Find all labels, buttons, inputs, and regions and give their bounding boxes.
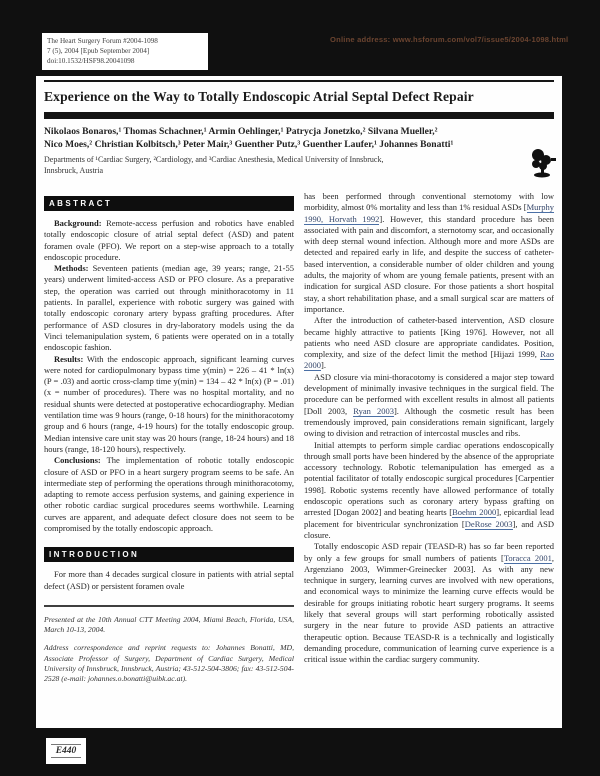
- paragraph-text: ].: [321, 360, 326, 371]
- paper-page: [36, 76, 562, 728]
- page-number-badge: [46, 738, 86, 764]
- citation-link[interactable]: Murphy 1990, Horvath 1992: [304, 202, 554, 224]
- paragraph-text: ], epicardial lead placement for biventricular synchronization [: [304, 507, 555, 529]
- citation-link[interactable]: Rao 2000: [304, 349, 554, 371]
- footnote-presented: Presented at the 10th Annual CTT Meeting 2004, Miami Beach, Florida, USA, March 10-13, 2004.: [44, 614, 294, 635]
- paragraph: [304, 440, 554, 542]
- paragraph-text: has been performed through conventional sternotomy with low morbidity, almost 0% mortality and less than 1% residual ASDs [: [304, 191, 554, 213]
- abstract-body: [44, 218, 294, 534]
- paragraph-text: After the introduction of catheter-based intervention, ASD closure became highly attractive to patients [King 1976]. However, not all patients who need ASD closure are appropriate candidates. Position, complexity, and size of the defect limit the method [Hijazi 1999,: [304, 315, 554, 360]
- authors-line: Nikolaos Bonaros,¹ Thomas Schachner,¹ Armin Oehlinger,¹ Patrycja Jonetzko,² Silvana Mueller,²: [44, 126, 438, 137]
- affiliation-block: [44, 155, 554, 176]
- online-address-link[interactable]: Online address: www.hsforum.com/vol7/issue5/2004-1098.html: [330, 35, 569, 44]
- citation-link[interactable]: Boehm 2000: [452, 507, 497, 518]
- introduction-paragraph: For more than 4 decades surgical closure in patients with atrial septal defect (ASD) or persistent foramen ovale: [44, 569, 294, 591]
- paragraph-lead-label: Results:: [54, 353, 84, 364]
- paragraph-lead-label: Background:: [54, 218, 102, 228]
- right-column: [304, 191, 554, 692]
- paragraph: [304, 315, 554, 371]
- affiliation-line: Departments of ¹Cardiac Surgery, ²Cardiology, and ³Cardiac Anesthesia, Medical University of Innsbruck,: [44, 155, 384, 164]
- paragraph-text: ASD closure via mini-thoracotomy is considered a major step toward development of minimally invasive techniques in the surgical field. The procedure can be performed with excellent results in almost all patients [Doll 2003,: [304, 371, 554, 416]
- paragraph: Results: With the endoscopic approach, significant learning curves were noted for cardiopulmonary bypass time y(min) = 226 – 41 * ln(x) (P = .03) and aortic cross-clamp time y(min) = 134 – 42 * ln(x) (P = .01) (x = number of procedures). There was no hospital mortality, and no residual shunts were detected at postoperative echocardiography. Median ventilation time was 9 hours (range, 0-18 hours) for the minithoracotomy group and 6 hours (range, 4-19 hours) for the totally endoscopic group. Median intensive care unit stay was 20 hours (range, 18-24 hours) and 18 hours (range, 18-120 hours), respectively.: [44, 353, 294, 454]
- journal-info-line: The Heart Surgery Forum #2004-1098: [47, 37, 158, 45]
- paragraph: [304, 372, 554, 440]
- paragraph-text: Initial attempts to perform simple cardiac operations endoscopically through small ports have been hindered by the absence of the appropriate accessory technology. Robotic telemanipulation has emerged as a potential facilitator of totally endoscopic surgical procedures [Carpentier 1998]. Robotic systems recently have allowed performance of totally endoscopic operations such as coronary artery bypass grafting on arrested [Dogan 2002] and beating hearts [: [304, 439, 554, 518]
- paragraph-text: ]. However, this standard procedure has been associated with pain and discomfort, a sternotomy scar, and occasionally with deep sternal wound infection. Although more and more ASDs are detected and repaired early in life, and despite the success of catheter-based intervention, a considerable number of older children and young adults, the majority of whom are young female patients, present with an indication for surgical ASD closure. For those patients a short hospital stay, a short rehabilitation phase, and a small surgical scar are matters of importance.: [304, 213, 554, 314]
- paragraph: Conclusions: The implementation of robotic totally endoscopic closure of ASD or PFO in a heart surgery program seems to be safe. An intermediate step of performing the operations through minithoracotomy, adapting to remote access perfusion systems, and gaining experience in other robotic cardiac surgical procedures seems worthwhile. Learning curves are apparent, and adequate defect closure does not seem to be compromised by the totally endoscopic approach.: [44, 455, 294, 534]
- journal-info-box: [42, 33, 208, 70]
- page-number: E440: [51, 744, 82, 758]
- journal-info-line: doi:10.1532/HSF98.20041098: [47, 57, 135, 65]
- paragraph: [304, 191, 554, 315]
- citation-link[interactable]: Toracca 2001: [503, 552, 552, 563]
- paragraph-lead-label: Methods:: [54, 263, 89, 274]
- paragraph-text: , Argenziano 2003, Wimmer-Greinecker 2003]. As with any new technique in surgery, learning curves are involved with new operations, and economical ways to minimize the learning curve effects would be desirable for groups initiating robotic heart surgery programs. It seems likely that several groups will start performing robotically assisted surgery in the near future to provide ASD patients an attractive therapeutic option. Because TEASD-R is a technically and logistically demanding procedure, communication of learning curve experience is a critical issue within the cardiac surgery community.: [304, 552, 554, 665]
- introduction-heading-bar: INTRODUCTION: [44, 547, 294, 562]
- journal-info-line: 7 (5), 2004 [Epub September 2004]: [47, 47, 150, 55]
- footnote-correspondence: Address correspondence and reprint requests to: Johannes Bonatti, MD, Associate Professor of Surgery, Department of Cardiac Surgery, Medical University of Innsbruck, Innsbruck, Austria; 43-512-504-3806; fax: 43-512-504-2528 (e-mail: johannes.o.bonatti@uibk.ac.at).: [44, 643, 294, 683]
- two-column-body: [44, 191, 554, 692]
- citation-link[interactable]: DeRose 2003: [464, 518, 513, 529]
- paragraph-text: Totally endoscopic ASD repair (TEASD-R) has so far been reported by only a few groups for small numbers of patients [: [304, 541, 554, 563]
- affiliation-line: Innsbruck, Austria: [44, 165, 104, 175]
- abstract-heading-bar: ABSTRACT: [44, 196, 294, 211]
- authors-block: [44, 125, 554, 151]
- page-title: Experience on the Way to Totally Endoscopic Atrial Septal Defect Repair: [44, 89, 474, 104]
- paragraph-text: ]. Although the cosmetic result has been tremendously improved, pain considerations remain significant, largely owing to division and retraction of intercostal muscles and ribs.: [304, 405, 554, 439]
- paragraph: [304, 541, 554, 665]
- paragraph: Methods: Seventeen patients (median age, 39 years; range, 21-55 years) underwent limited-access ASD or PFO closure. As a preparative step, the operation was carried out through minithoracotomy in 11 patients. In parallel, experience with robotic surgery was gained with totally endoscopic coronary artery bypass grafting procedures. After performance of ASD closures in dry-laboratory models using the da Vinci telemanipulation system, 6 patients were operated on in a totally endoscopic fashion.: [44, 263, 294, 353]
- paragraph-lead-label: Conclusions:: [54, 455, 101, 466]
- paragraph: Background: Remote-access perfusion and robotics have enabled totally endoscopic closure of atrial septal defect (ASD) and patent foramen ovale (PFO). We report on a step-wise approach to a totally endoscopic procedure.: [44, 218, 294, 262]
- authors-line: Nico Moes,² Christian Kolbitsch,³ Peter Mair,³ Guenther Putz,³ Guenther Laufer,¹ Johannes Bonatti¹: [44, 139, 454, 150]
- journal-logo-icon: [528, 146, 558, 184]
- title-bottom-rule: [44, 112, 554, 119]
- title-top-rule: [44, 80, 554, 82]
- paragraph-text: ], and ASD closure.: [304, 518, 555, 540]
- footnote-rule: [44, 605, 294, 607]
- left-column: [44, 191, 294, 692]
- citation-link[interactable]: Ryan 2003: [353, 405, 394, 416]
